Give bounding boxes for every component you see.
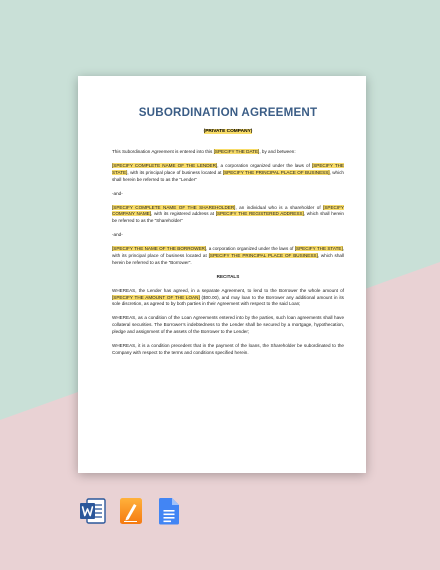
placeholder-lender-name: [SPECIFY COMPLETE NAME OF THE LENDER] bbox=[112, 163, 218, 169]
placeholder-state: [SPECIFY THE STATE] bbox=[294, 246, 343, 252]
document-title: SUBORDINATION AGREEMENT bbox=[138, 106, 318, 119]
whereas-paragraph: WHEREAS, it is a condition precedent that in the payment of the loans, the Shareholder be subordinated to the Company with respect to the terms and conditions specified herein. bbox=[112, 342, 344, 355]
pages-icon[interactable] bbox=[119, 497, 143, 530]
whereas-paragraph: WHEREAS, as a condition of the Loan Agreements entered into by the parties, such loan agreements shall have collateral securities. The Borrower’s indebtedness to the Lender shall be secured by a mortgage, hypothecation, pledge and assignment of the assets of the Borrower to the Lender; bbox=[112, 315, 344, 334]
placeholder-state: [SPECIFY THE STATE] bbox=[112, 163, 345, 175]
whereas-paragraph: WHEREAS, the Lender has agreed, in a separate Agreement, to lend to the Borrower the whole amount of [SPECIFY THE AMOUNT OF THE LOAN] ($00.00), and may loan to the Borrower any additional amount in its sole discretion, as agreed to by both parties in their Agreement with respect to the said Loan; bbox=[112, 287, 344, 307]
document-subtitle: (PRIVATE COMPANY) bbox=[203, 129, 253, 134]
placeholder-registered-address: [SPECIFY THE REGISTERED ADDRESS] bbox=[215, 211, 304, 217]
document-body bbox=[112, 149, 344, 356]
shareholder-paragraph: [SPECIFY COMPLETE NAME OF THE SHAREHOLDER], an individual who is a shareholder of [SPECIFY COMPANY NAME], with its registered address at [SPECIFY THE REGISTERED ADDRESS], which shall herein be referred to as the “Shareholder” bbox=[112, 204, 344, 224]
and-separator: -and- bbox=[112, 232, 123, 238]
word-icon[interactable] bbox=[80, 497, 106, 530]
placeholder-borrower-name: [SPECIFY THE NAME OF THE BORROWER] bbox=[112, 246, 207, 252]
borrower-paragraph: [SPECIFY THE NAME OF THE BORROWER], a corporation organized under the laws of [SPECIFY THE STATE], with its principal place of business located at [SPECIFY THE PRINCIPAL PLACE OF BUSINESS], which shall herein be referred to as the “Borrower”. bbox=[112, 246, 345, 265]
google-docs-icon[interactable] bbox=[158, 497, 180, 530]
placeholder-company-name: [SPECIFY COMPANY NAME] bbox=[112, 204, 344, 217]
placeholder-shareholder-name: [SPECIFY COMPLETE NAME OF THE SHAREHOLDER] bbox=[112, 204, 236, 210]
and-separator: -and- bbox=[112, 190, 123, 196]
recitals-heading: RECITALS bbox=[216, 273, 240, 279]
document-page bbox=[78, 76, 366, 473]
placeholder-loan-amount: [SPECIFY THE AMOUNT OF THE LOAN] bbox=[112, 294, 200, 300]
lender-paragraph: [SPECIFY COMPLETE NAME OF THE LENDER], a corporation organized under the laws of [SPECIFY THE STATE], with its principal place of business located at [SPECIFY THE PRINCIPAL PLACE OF BUSINESS], which shall herein be referred to as the “Lender” bbox=[112, 163, 345, 182]
placeholder-business-place: [SPECIFY THE PRINCIPAL PLACE OF BUSINESS] bbox=[208, 252, 318, 258]
placeholder-date: [SPECIFY THE DATE] bbox=[213, 149, 260, 154]
intro-paragraph: This Subordination Agreement is entered into this [SPECIFY THE DATE], by and between: bbox=[112, 149, 296, 154]
placeholder-business-place: [SPECIFY THE PRINCIPAL PLACE OF BUSINESS] bbox=[222, 169, 330, 175]
